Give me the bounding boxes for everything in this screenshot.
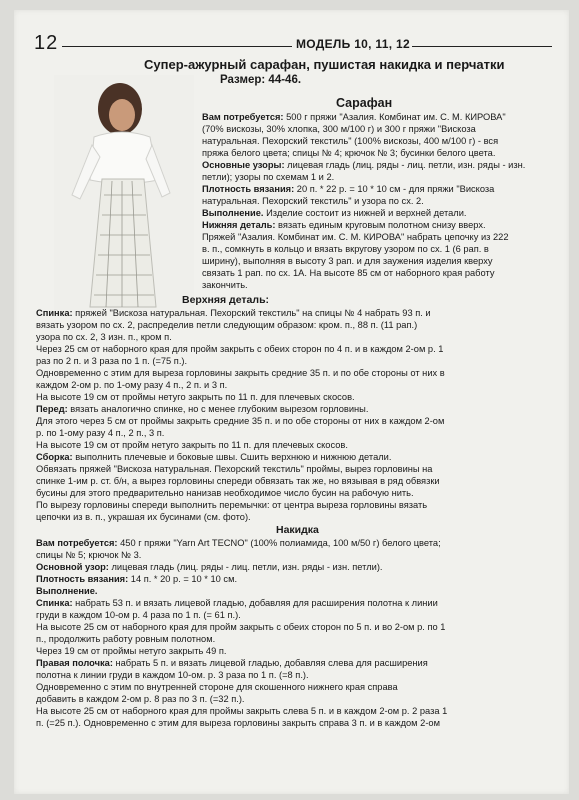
text-line: натуральная. Пехорский текстиль" и узора по сх. 2.	[202, 196, 424, 206]
text-line: груди в каждом 10-ом р. 4 раза по 1 п. (= 61 п.).	[36, 610, 241, 620]
text-line: Через 25 см от наборного края для пройм закрыть с обеих сторон по 4 п. и в каждом 2-ом р. 1	[36, 344, 444, 354]
text-line: На высоте 25 см от наборного края для проймы закрыть слева 5 п. и в каждом 2-ом р. 2 раза 1	[36, 706, 448, 716]
pattern-title: Супер-ажурный сарафан, пушистая накидка и перчатки	[144, 57, 505, 72]
text-line: спицы № 5; крючок № 3.	[36, 550, 142, 560]
text-line: Основные узоры: лицевая гладь (лиц. ряды - лиц. петли, изн. ряды - изн.	[202, 160, 526, 170]
text-line: в. п., сомкнуть в кольцо и вязать вкругову узором по сх. 1 (6 рап. в	[202, 244, 489, 254]
text-line: Одновременно с этим по внутренней стороне для скошенного нижнего края справа	[36, 682, 398, 692]
text-line: (70% вискозы, 30% хлопка, 300 м/100 г) и 300 г пряжи "Вискоза	[202, 124, 476, 134]
text-line: полотна к линии груди в каждом 10-ом. р. 3 раза по 1 п. (=8 п.).	[36, 670, 309, 680]
text-line: вязать узором по сх. 2, распределив петли следующим образом: кром. п., 88 п. (11 рап.)	[36, 320, 418, 330]
text-line: Пряжей "Азалия. Комбинат им. С. М. КИРОВА" набрать цепочку из 222	[202, 232, 509, 242]
text-line: узора по сх. 2, 3 изн. п., кром п.	[36, 332, 172, 342]
text-line: Обвязать пряжей "Вискоза натуральная. Пехорский текстиль" проймы, вырез горловины на	[36, 464, 433, 474]
text-line: раз по 2 п. и 3 раза по 1 п. (=75 п.).	[36, 356, 188, 366]
text-line: п., продолжить работу ровным полотном.	[36, 634, 216, 644]
model-heading: МОДЕЛЬ 10, 11, 12	[296, 37, 410, 51]
text-line: Выполнение. Изделие состоит из нижней и верхней детали.	[202, 208, 467, 218]
text-line: По вырезу горловины спереди выполнить перемычки: от центра выреза горловины вязать	[36, 500, 428, 510]
page-number: 12	[34, 32, 59, 54]
nakidka-text	[36, 537, 561, 729]
sarafan-requirements	[202, 111, 559, 291]
size-line: Размер: 44-46.	[220, 74, 302, 86]
text-line: Для этого через 5 см от проймы закрыть средние 35 п. и по обе стороны от них в каждом 2-ом	[36, 416, 445, 426]
text-line: закончить.	[202, 280, 248, 290]
upper-part-heading: Верхняя деталь:	[182, 294, 270, 306]
text-line: Основной узор: лицевая гладь (лиц. ряды - лиц. петли, изн. ряды - изн. петли).	[36, 562, 383, 572]
text-line: Вам потребуется: 500 г пряжи "Азалия. Комбинат им. С. М. КИРОВА"	[202, 112, 506, 122]
text-line: каждом 2-ом р. по 1-ому разу 4 п., 2 п. и 3 п.	[36, 380, 228, 390]
text-line: Выполнение.	[36, 586, 98, 596]
text-line: Нижняя деталь: вязать единым круговым полотном снизу вверх.	[202, 220, 486, 230]
text-line: цепочки из в. п., украшая их бусинами (см. фото).	[36, 512, 251, 522]
nakidka-heading: Накидка	[276, 524, 319, 536]
text-line: На высоте 19 см от проймы нетуго закрыть по 11 п. для плечевых скосов.	[36, 392, 355, 402]
text-line: Правая полочка: набрать 5 п. и вязать лицевой гладью, добавляя слева для расширения	[36, 658, 428, 668]
text-line: На высоте 25 см от наборного края для пройм закрыть с обеих сторон по 5 п. и во 2-ом р. по 1	[36, 622, 446, 632]
text-line: ширину), выполняя в высоту 3 рап. и для заужения изделия кверху	[202, 256, 493, 266]
text-line: Вам потребуется: 450 г пряжи "Yarn Art TECNO" (100% полиамида, 100 м/50 г) белого цвета;	[36, 538, 441, 548]
text-line: На высоте 19 см от пройм нетуго закрыть по 11 п. для плечевых скосов.	[36, 440, 348, 450]
text-line: Одновременно с этим для выреза горловины закрыть средние 35 п. и по обе стороны от них в	[36, 368, 445, 378]
text-line: Плотность вязания: 14 п. * 20 р. = 10 * 10 см.	[36, 574, 238, 584]
text-line: связать 1 рап. по сх. 1А. На высоте 85 см от наборного края работу	[202, 268, 495, 278]
text-line: Спинка: набрать 53 п. и вязать лицевой гладью, добавляя для расширения полотна к линии	[36, 598, 438, 608]
magazine-page	[14, 10, 569, 794]
header-rule-right	[412, 46, 552, 47]
text-line: пряжа белого цвета; спицы № 4; крючок № 3; бусинки белого цвета.	[202, 148, 496, 158]
text-line: р. по 1-ому разу 4 п., 2 п., 3 п.	[36, 428, 165, 438]
text-line: п. (=25 п.). Одновременно с этим для выреза горловины закрыть справа 3 п. и в каждом 2-ом	[36, 718, 440, 728]
text-line: петли); узоры по схемам 1 и 2.	[202, 172, 335, 182]
text-line: Сборка: выполнить плечевые и боковые швы. Сшить верхнюю и нижнюю детали.	[36, 452, 392, 462]
text-line: бусины для этого предварительно нанизав необходимое число бусин на рабочую нить.	[36, 488, 414, 498]
header-rule-left	[62, 46, 292, 47]
text-line: Плотность вязания: 20 п. * 22 р. = 10 * 10 см - для пряжи "Вискоза	[202, 184, 495, 194]
text-line: добавить в каждом 2-ом р. 8 раз по 3 п. (=32 п.).	[36, 694, 245, 704]
upper-part-text	[36, 307, 561, 523]
text-line: натуральная. Пехорский текстиль" (100% вискозы, 400 м/100 г) - вся	[202, 136, 499, 146]
model-photo	[54, 75, 194, 310]
text-line: Спинка: пряжей "Вискоза натуральная. Пехорский текстиль" на спицы № 4 набрать 93 п. и	[36, 308, 431, 318]
text-line: спинке 1-им р. ст. б/н, а вырез горловины спереди обвязать так же, но вязывая в ряд обвязки	[36, 476, 440, 486]
sarafan-heading: Сарафан	[336, 96, 393, 110]
text-line: Перед: вязать аналогично спинке, но с менее глубоким вырезом горловины.	[36, 404, 369, 414]
text-line: Через 19 см от проймы нетуго закрыть 49 п.	[36, 646, 227, 656]
